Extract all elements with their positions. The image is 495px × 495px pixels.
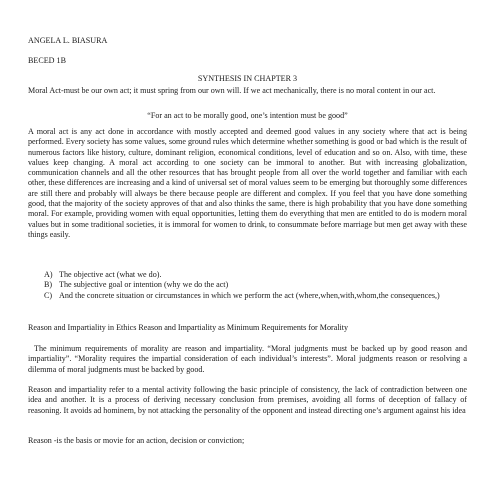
document-title: SYNTHESIS IN CHAPTER 3 bbox=[197, 74, 298, 83]
moral-act-components-list bbox=[44, 270, 464, 301]
paragraph-moral-act: A moral act is any act done in accordance with mostly accepted and deemed good values in any society where that act is being performed. Every society has some values, some ground rules which determine whether something is good or bad which is the result of numerous factors like history, culture, dominant religion, economical conditions, level of education and so on. Also, with time, these values keep changing. A moral act according to one society can be immoral to another. But with increasing globalization, communication channels and all the other resources that has brought people from all over the world together and familiar with each other, these differences are increasing and a kind of universal set of moral values seem to be emerging but thoroughly some differences are still there and probably will always be there because people are different and complex. If you feel that you have done something good, that the majority of the society approves of that and also thinks the same, there is high probability that you have done something moral. For example, providing women with equal opportunities, letting them do everything that men are entitled to do is modern moral values but in some traditional societies, it is immoral for women to drink, to consummate before marriage but men get away with these things easily. bbox=[28, 127, 467, 239]
list-item-text: And the concrete situation or circumstances in which we perform the act (where,when,with,whom,the consequences,) bbox=[59, 290, 440, 300]
list-item-text: The objective act (what we do). bbox=[59, 270, 162, 279]
paragraph-minimum-requirements: The minimum requirements of morality are reason and impartiality. “Moral judgments must be backed up by good reason and impartiality”. “Morality requires the impartial consideration of each individual’s interests”. Moral judgments reason or resolving a dilemma of moral judgments must be backed by good. bbox=[28, 344, 467, 374]
list-item-text: The subjective goal or intention (why we do the act) bbox=[59, 280, 229, 290]
paragraph-reason-definition: Reason -is the basis or movie for an action, decision or conviction; bbox=[28, 436, 245, 445]
author-name: ANGELA L. BIASURA bbox=[28, 36, 108, 45]
paragraph-reason-impartiality: Reason and impartiality refer to a mental activity following the basic principle of consistency, the lack of contradiction between one idea and another. It is a process of deriving necessary conclusion from premises, avoiding all forms of deception of fallacy of reasoning. It avoids ad hominem, by not attacking the personality of the opponent and instead directing one’s argument against his idea bbox=[28, 385, 467, 415]
list-marker: A) bbox=[44, 270, 53, 279]
section-heading-reason-impartiality: Reason and Impartiality in Ethics Reason and Impartiality as Minimum Requirements for Morality bbox=[28, 323, 349, 332]
list-item bbox=[44, 280, 464, 290]
quote-line: “For an act to be morally good, one’s intention must be good” bbox=[147, 111, 348, 120]
list-marker: C) bbox=[44, 290, 53, 300]
list-item bbox=[44, 270, 464, 280]
section-label: BECED 1B bbox=[28, 56, 66, 65]
intro-paragraph: Moral Act-must be our own act; it must spring from our own will. If we act mechanically, there is no moral content in our act. bbox=[28, 86, 436, 95]
list-item bbox=[44, 291, 464, 301]
list-marker: B) bbox=[44, 280, 53, 290]
